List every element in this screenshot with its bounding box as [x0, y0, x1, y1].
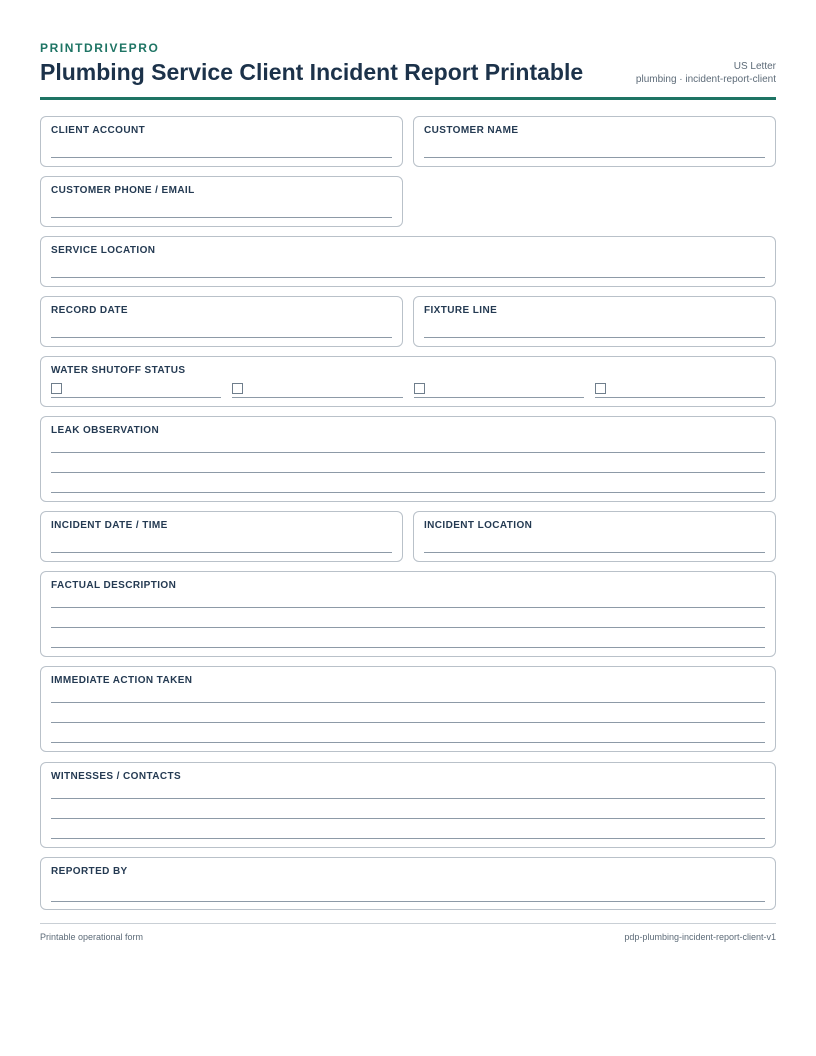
paper-size: US Letter: [733, 61, 776, 72]
witnesses-line-1[interactable]: [51, 798, 765, 799]
field-label: WITNESSES / CONTACTS: [51, 771, 182, 782]
incident-location-field: [413, 511, 776, 562]
checkbox[interactable]: [595, 383, 606, 394]
shutoff-option-1: [51, 383, 221, 399]
water-shutoff-status-field: [40, 356, 776, 407]
leak-observation-line-3[interactable]: [51, 492, 765, 493]
option-write-line[interactable]: [232, 397, 403, 398]
immediate-action-field: [40, 666, 776, 752]
field-label: FACTUAL DESCRIPTION: [51, 580, 177, 591]
customer-contact-input-line[interactable]: [51, 217, 392, 218]
field-label: CUSTOMER PHONE / EMAIL: [51, 185, 195, 196]
footer-note: Printable operational form: [40, 932, 144, 942]
reported-by-input-line[interactable]: [51, 901, 765, 902]
field-label: CLIENT ACCOUNT: [51, 125, 146, 136]
footer-rule: [40, 923, 776, 924]
record-date-field: [40, 296, 403, 347]
leak-observation-line-1[interactable]: [51, 452, 765, 453]
service-location-field: [40, 236, 776, 287]
incident-datetime-field: [40, 511, 403, 562]
factual-description-field: [40, 571, 776, 657]
field-label: FIXTURE LINE: [424, 305, 498, 316]
header-rule: [40, 97, 776, 100]
client-account-field: [40, 116, 403, 167]
witnesses-field: [40, 762, 776, 848]
incident-datetime-input-line[interactable]: [51, 552, 392, 553]
option-write-line[interactable]: [51, 397, 221, 398]
customer-name-field: [413, 116, 776, 167]
customer-name-input-line[interactable]: [424, 157, 765, 158]
factual-description-line-3[interactable]: [51, 647, 765, 648]
checkbox[interactable]: [414, 383, 425, 394]
field-label: INCIDENT LOCATION: [424, 520, 533, 531]
witnesses-line-2[interactable]: [51, 818, 765, 819]
option-write-line[interactable]: [595, 397, 765, 398]
factual-description-line-1[interactable]: [51, 607, 765, 608]
document-path: plumbing · incident-report-client: [635, 74, 776, 85]
incident-location-input-line[interactable]: [424, 552, 765, 553]
field-label: SERVICE LOCATION: [51, 245, 156, 256]
fixture-line-input-line[interactable]: [424, 337, 765, 338]
record-date-input-line[interactable]: [51, 337, 392, 338]
field-label: WATER SHUTOFF STATUS: [51, 365, 186, 376]
form-id: pdp-plumbing-incident-report-client-v1: [624, 932, 776, 942]
immediate-action-line-2[interactable]: [51, 722, 765, 723]
document-meta: [636, 60, 776, 86]
shutoff-option-2: [232, 383, 403, 399]
service-location-input-line[interactable]: [51, 277, 765, 278]
immediate-action-line-1[interactable]: [51, 702, 765, 703]
client-account-input-line[interactable]: [51, 157, 392, 158]
leak-observation-field: [40, 416, 776, 502]
shutoff-option-3: [414, 383, 584, 399]
checkbox[interactable]: [232, 383, 243, 394]
witnesses-line-3[interactable]: [51, 838, 765, 839]
fixture-line-field: [413, 296, 776, 347]
shutoff-option-4: [595, 383, 765, 399]
brand-name: PRINTDRIVEPRO: [40, 41, 160, 55]
field-label: REPORTED BY: [51, 866, 128, 877]
field-label: IMMEDIATE ACTION TAKEN: [51, 675, 193, 686]
leak-observation-line-2[interactable]: [51, 472, 765, 473]
reported-by-field: [40, 857, 776, 910]
field-label: INCIDENT DATE / TIME: [51, 520, 168, 531]
customer-contact-field: [40, 176, 403, 227]
field-label: RECORD DATE: [51, 305, 128, 316]
field-label: CUSTOMER NAME: [424, 125, 519, 136]
checkbox[interactable]: [51, 383, 62, 394]
factual-description-line-2[interactable]: [51, 627, 765, 628]
page-title: Plumbing Service Client Incident Report Printable: [40, 59, 584, 85]
immediate-action-line-3[interactable]: [51, 742, 765, 743]
option-write-line[interactable]: [414, 397, 584, 398]
field-label: LEAK OBSERVATION: [51, 425, 160, 436]
